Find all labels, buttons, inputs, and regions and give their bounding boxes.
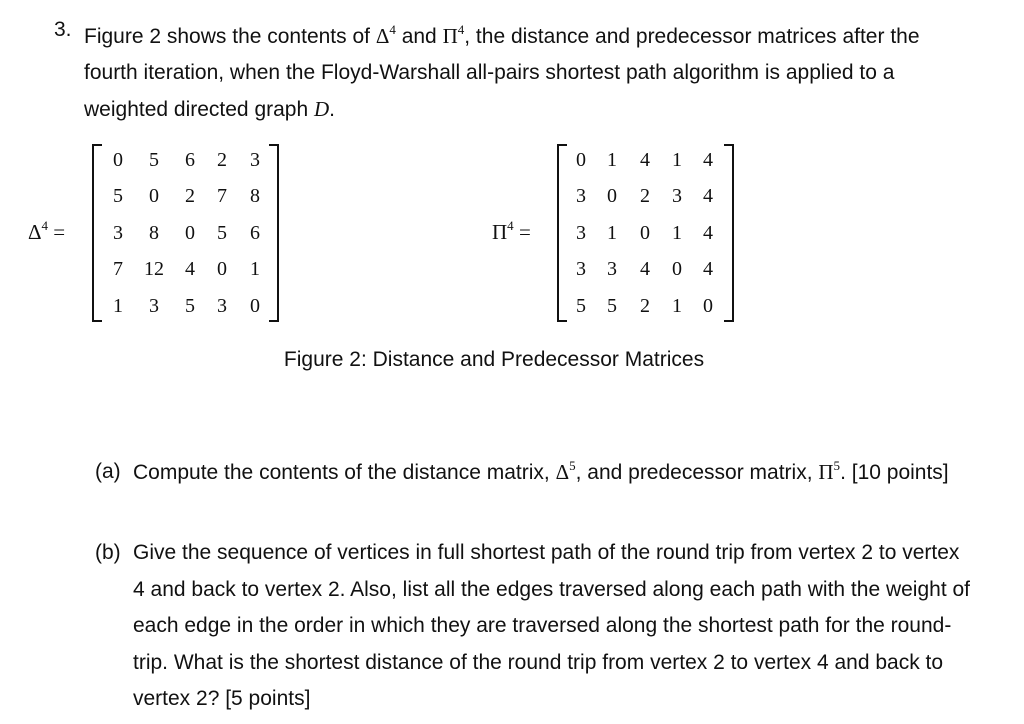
part-a xyxy=(95,454,975,492)
intro-text-2: and xyxy=(395,25,443,48)
part-a-text-3: . [10 points] xyxy=(840,461,949,484)
predecessor-matrix-cell: 1 xyxy=(607,222,617,244)
figure-caption: Figure 2: Distance and Predecessor Matrices xyxy=(283,348,705,371)
predecessor-matrix-cell: 1 xyxy=(672,295,682,317)
part-a-label: (a) xyxy=(95,460,121,483)
predecessor-matrix-cell: 2 xyxy=(640,185,650,207)
distance-matrix-cell: 7 xyxy=(217,185,227,207)
distance-matrix-sup: 4 xyxy=(41,217,49,233)
predecessor-matrix-cell: 2 xyxy=(640,295,650,317)
predecessor-matrix xyxy=(557,144,734,320)
distance-matrix-cell: 0 xyxy=(149,185,159,207)
distance-matrix-cell: 12 xyxy=(144,258,164,280)
distance-matrix-cell: 6 xyxy=(185,149,195,171)
distance-matrix-cell: 8 xyxy=(149,222,159,244)
predecessor-matrix-cell: 4 xyxy=(640,149,650,171)
predecessor-matrix-cell: 0 xyxy=(672,258,682,280)
predecessor-matrix-label xyxy=(492,217,531,244)
predecessor-matrix-cell: 4 xyxy=(640,258,650,280)
predecessor-matrix-cell: 1 xyxy=(672,149,682,171)
distance-matrix-symbol: Δ xyxy=(28,220,42,244)
predecessor-matrix-cell: 5 xyxy=(607,295,617,317)
predecessor-matrix-cell: 1 xyxy=(607,149,617,171)
predecessor-matrix-cell: 3 xyxy=(607,258,617,280)
predecessor-matrix-cell: 1 xyxy=(672,222,682,244)
distance-matrix xyxy=(92,144,279,320)
delta-superscript: 4 xyxy=(389,21,396,37)
part-a-pi: Π xyxy=(818,460,834,484)
predecessor-matrix-cell: 4 xyxy=(703,222,713,244)
intro-text-1: Figure 2 shows the contents of xyxy=(84,25,376,48)
distance-matrix-cell: 8 xyxy=(250,185,260,207)
distance-matrix-cell: 3 xyxy=(250,149,260,171)
part-a-text-1: Compute the contents of the distance matrix, xyxy=(133,461,556,484)
predecessor-matrix-cell: 4 xyxy=(703,149,713,171)
predecessor-matrix-cell: 4 xyxy=(703,258,713,280)
predecessor-matrix-sup: 4 xyxy=(507,217,514,233)
part-a-text xyxy=(133,454,975,492)
predecessor-matrix-cell: 0 xyxy=(640,222,650,244)
part-a-text-2: , and predecessor matrix, xyxy=(575,461,819,484)
distance-matrix-cell: 5 xyxy=(149,149,159,171)
delta-symbol: Δ xyxy=(375,24,390,48)
distance-matrix-cell: 4 xyxy=(185,258,195,280)
distance-matrix-cell: 6 xyxy=(250,222,260,244)
distance-matrix-cell: 5 xyxy=(113,185,123,207)
predecessor-matrix-cell: 4 xyxy=(703,185,713,207)
distance-matrix-cell: 7 xyxy=(113,258,123,280)
part-b-label: (b) xyxy=(95,541,121,564)
distance-matrix-cells xyxy=(92,144,279,320)
distance-matrix-cell: 2 xyxy=(217,149,227,171)
predecessor-matrix-symbol: Π xyxy=(492,220,508,244)
predecessor-matrix-eq: = xyxy=(518,220,531,244)
distance-matrix-cell: 3 xyxy=(217,295,227,317)
part-a-delta-sup: 5 xyxy=(569,457,576,473)
predecessor-matrix-cell: 0 xyxy=(703,295,713,317)
predecessor-matrix-cell: 5 xyxy=(576,295,586,317)
part-b-text: Give the sequence of vertices in full shortest path of the round trip from vertex 2 to vertex 4 and back to vertex 2. Also, list all the edges traversed along each path with the weight of each edge in the order in which they are traversed along the shortest path for the round-trip. What is the shortest distance of the round trip from vertex 2 to vertex 4 and back to vertex 2? [5 points] xyxy=(133,541,971,710)
distance-matrix-cell: 0 xyxy=(185,222,195,244)
distance-matrix-cell: 3 xyxy=(113,222,123,244)
intro-text-3: , the distance and predecessor matrices after the fourth iteration, when the Floyd-Warshall all-pairs shortest path algorithm is applied to a weighted directed graph xyxy=(84,25,920,121)
part-a-delta: Δ xyxy=(555,460,570,484)
predecessor-matrix-cell: 3 xyxy=(576,258,586,280)
distance-matrix-cell: 2 xyxy=(185,185,195,207)
distance-matrix-cell: 0 xyxy=(113,149,123,171)
distance-matrix-label xyxy=(28,217,66,244)
distance-matrix-cell: 3 xyxy=(149,295,159,317)
part-a-pi-sup: 5 xyxy=(833,457,841,473)
pi-symbol: Π xyxy=(442,24,458,48)
graph-symbol: D xyxy=(314,97,330,121)
pi-superscript: 4 xyxy=(457,21,465,37)
distance-matrix-cell: 1 xyxy=(250,258,260,280)
part-b xyxy=(95,535,975,718)
predecessor-matrix-cells xyxy=(557,144,734,320)
intro-text-4: . xyxy=(329,98,336,121)
distance-matrix-cell: 0 xyxy=(217,258,227,280)
distance-matrix-cell: 1 xyxy=(113,295,123,317)
distance-matrix-eq: = xyxy=(53,220,66,244)
predecessor-matrix-cell: 0 xyxy=(576,149,586,171)
predecessor-matrix-cell: 3 xyxy=(576,185,586,207)
predecessor-matrix-cell: 3 xyxy=(672,185,682,207)
distance-matrix-cell: 5 xyxy=(217,222,227,244)
distance-matrix-cell: 0 xyxy=(250,295,260,317)
predecessor-matrix-cell: 0 xyxy=(607,185,617,207)
predecessor-matrix-cell: 3 xyxy=(576,222,586,244)
distance-matrix-cell: 5 xyxy=(185,295,195,317)
problem-intro xyxy=(84,18,974,128)
problem-number: 3. xyxy=(54,18,72,41)
